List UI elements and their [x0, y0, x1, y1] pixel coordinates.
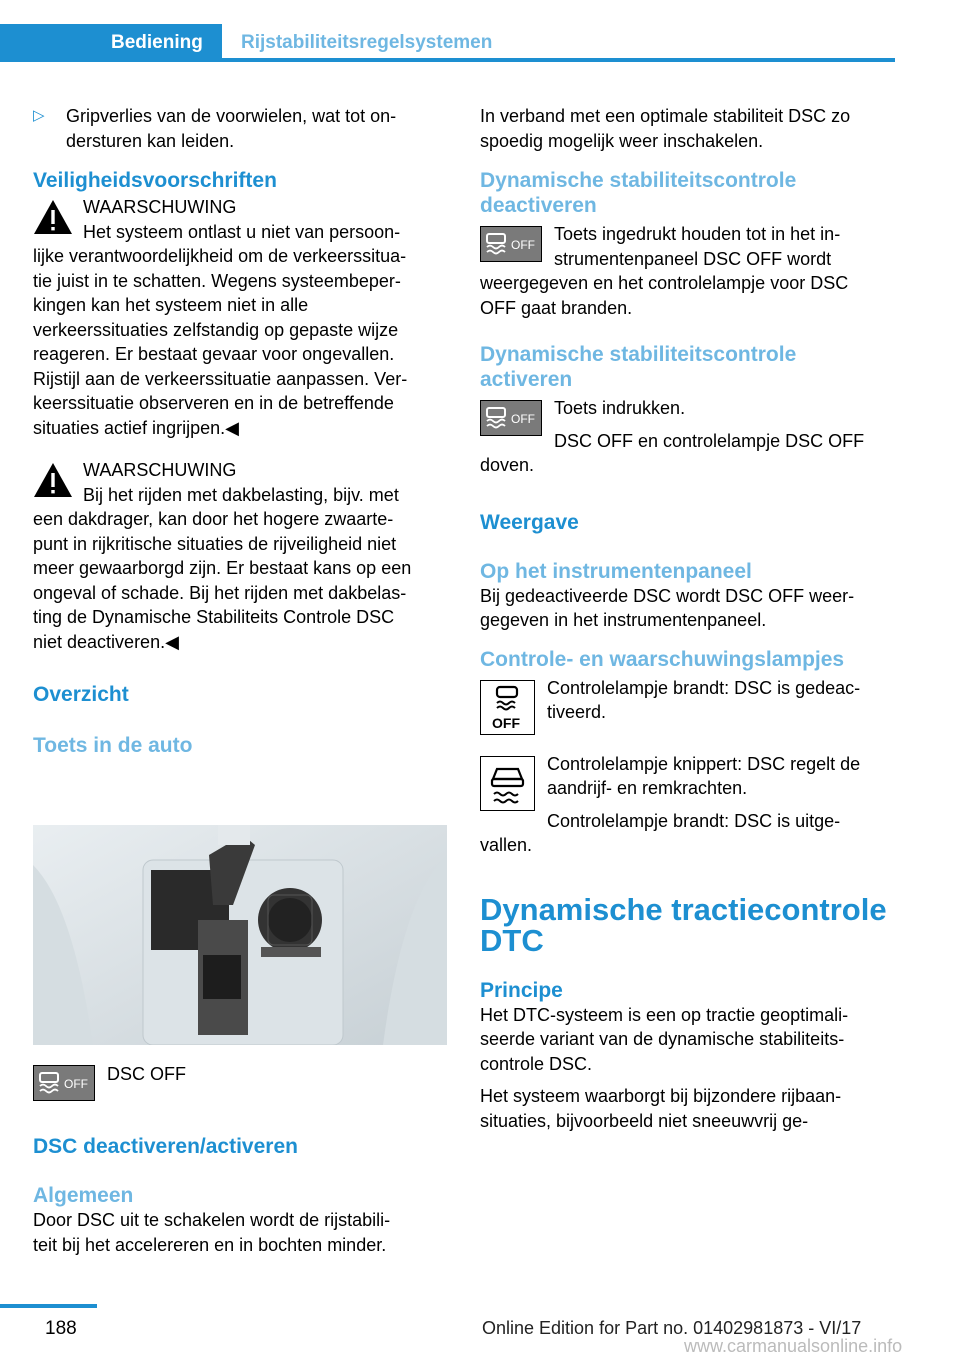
heading-overview: Overzicht — [33, 683, 129, 706]
deactivate-text: Toets ingedrukt houden tot in het in- — [554, 224, 841, 244]
warning-text: tie juist in te schatten. Wegens systeembeper- — [33, 270, 401, 291]
panel-text: gegeven in het instrumentenpaneel. — [480, 610, 767, 630]
deactivate-text: OFF gaat branden. — [480, 297, 633, 318]
deactivate-text: strumentenpaneel DSC OFF wordt — [554, 248, 832, 269]
principle-text: controle DSC. — [480, 1053, 593, 1074]
warning-text: Bij het rijden met dakbelasting, bijv. met — [83, 484, 399, 505]
warning-title: WAARSCHUWING — [83, 460, 237, 480]
heading-display: Weergave — [480, 510, 579, 534]
warning-text: kingen kan het systeem niet in alle — [33, 295, 309, 315]
dsc-off-caption-row — [33, 1060, 453, 1106]
warning-text: niet deactiveren.◀ — [33, 631, 179, 652]
deactivate-block — [480, 222, 900, 320]
lamp-text: vallen. — [480, 835, 533, 855]
tab-bediening-label: Bediening — [111, 32, 203, 53]
principle-text: seerde variant van de dynamische stabiliteits- — [480, 1029, 845, 1049]
warning-text: ongeval of schade. Bij het rijden met dakbelas- — [33, 582, 407, 603]
page-number: 188 — [45, 1318, 77, 1339]
heading-button-in-car: Toets in de auto — [33, 734, 193, 757]
heading-toggle: DSC deactiveren/activeren — [33, 1135, 298, 1158]
lamp-text: Controlelampje knippert: DSC regelt de — [547, 753, 861, 774]
edition-text: Online Edition for Part no. 01402981873 - VI/17 — [482, 1318, 862, 1338]
warning-text: reageren. Er bestaat gevaar voor ongevallen. — [33, 344, 395, 364]
warning-text: lijke verantwoordelijkheid om de verkeerssitua- — [33, 246, 407, 266]
warning-triangle-icon — [33, 199, 73, 235]
activate-block — [480, 396, 900, 478]
principle-text: Het DTC-systeem is een op tractie geoptimali- — [480, 1004, 849, 1025]
warning-text: een dakdrager, kan door het hogere zwaarte- — [33, 509, 394, 529]
lamp-text: tiveerd. — [547, 702, 607, 722]
heading-activate: Dynamische stabiliteitscontrole — [480, 343, 797, 366]
lamp-text: Controlelampje brandt: DSC is gedeac- — [547, 677, 861, 698]
warning-title: WAARSCHUWING — [83, 197, 237, 217]
warning-text: punt in rijkritische situaties de rijveiligheid niet — [33, 533, 397, 554]
principle-text: situaties, bijvoorbeeld niet sneeuwvrij ge- — [480, 1110, 809, 1131]
heading-safety: Veiligheidsvoorschriften — [33, 169, 277, 192]
deactivate-text: weergegeven en het controlelampje voor DSC — [480, 273, 849, 293]
right-column — [480, 104, 900, 1133]
general-text: Door DSC uit te schakelen wordt de rijstabili- — [33, 1210, 391, 1230]
dsc-off-lamp-icon — [480, 680, 535, 735]
tab-section-title[interactable]: Rijstabiliteitsregelsystemen — [241, 32, 493, 53]
warning-text: ting de Dynamische Stabiliteits Controle DSC — [33, 607, 395, 627]
lamp-text: aandrijf- en remkrachten. — [547, 778, 748, 798]
intro-text: spoedig mogelijk weer inschakelen. — [480, 130, 764, 151]
dsc-off-button-icon — [480, 226, 542, 262]
off-text: OFF — [511, 238, 535, 252]
left-lower — [33, 1060, 453, 1257]
dsc-off-button-icon — [33, 1065, 95, 1101]
warning-text: keerssituatie observeren en in de betreffende — [33, 393, 394, 413]
lamp-text: Controlelampje brandt: DSC is uitge- — [547, 810, 841, 831]
lamp-row-1 — [480, 676, 900, 746]
panel-text: Bij gedeactiveerde DSC wordt DSC OFF weer- — [480, 585, 855, 606]
heading-general: Algemeen — [33, 1184, 134, 1207]
bullet-text: Gripverlies van de voorwielen, wat tot on- — [66, 106, 397, 126]
bullet-marker: ▷ — [33, 107, 45, 124]
bullet-item — [33, 104, 453, 153]
activate-text: Toets indrukken. — [554, 398, 686, 418]
warning-text: situaties actief ingrijpen.◀ — [33, 417, 239, 438]
dsc-lamp-icon — [480, 756, 535, 811]
heading-deactivate: Dynamische stabiliteitscontrole — [480, 169, 797, 192]
dsc-off-caption: DSC OFF — [107, 1064, 186, 1084]
tab-bediening[interactable] — [0, 24, 222, 62]
dsc-off-button-icon — [480, 400, 542, 436]
warning-text: Rijstijl aan de verkeerssituatie aanpassen. Ver- — [33, 368, 408, 389]
warning-triangle-icon — [33, 462, 73, 498]
heading-dtc: Dynamische tractiecontrole — [480, 891, 887, 927]
warning-block-1 — [33, 195, 453, 440]
heading-dtc-2: DTC — [480, 922, 544, 958]
left-column — [33, 104, 453, 758]
heading-deactivate-2: deactiveren — [480, 194, 597, 217]
heading-lamps: Controle- en waarschuwingslampjes — [480, 647, 845, 671]
lamp-row-2 — [480, 752, 900, 858]
activate-text: DSC OFF en controlelampje DSC OFF — [554, 430, 865, 451]
header-tabs — [0, 24, 895, 62]
warning-text: meer gewaarborgd zijn. Er bestaat kans op een — [33, 558, 412, 578]
heading-principle: Principe — [480, 978, 563, 1002]
header-rule — [222, 58, 895, 62]
general-text: teit bij het accelereren en in bochten minder. — [33, 1234, 387, 1255]
bullet-text: dersturen kan leiden. — [66, 130, 235, 151]
warning-text: verkeerssituaties zelfstandig op gepaste wijze — [33, 319, 399, 340]
activate-text: doven. — [480, 455, 535, 475]
warning-text: Het systeem ontlast u niet van persoon- — [83, 221, 401, 242]
intro-text: In verband met een optimale stabiliteit DSC zo — [480, 106, 851, 126]
warning-block-2 — [33, 458, 453, 654]
watermark: www.carmanualsonline.info — [684, 1336, 903, 1356]
off-text: OFF — [511, 412, 535, 426]
off-text: OFF — [492, 714, 520, 731]
heading-panel: Op het instrumentenpaneel — [480, 559, 752, 583]
center-console-photo — [33, 825, 447, 1045]
off-text: OFF — [64, 1077, 88, 1091]
heading-activate-2: activeren — [480, 368, 573, 391]
principle-text: Het systeem waarborgt bij bijzondere rijbaan- — [480, 1086, 842, 1106]
footer-rule — [0, 1304, 97, 1308]
